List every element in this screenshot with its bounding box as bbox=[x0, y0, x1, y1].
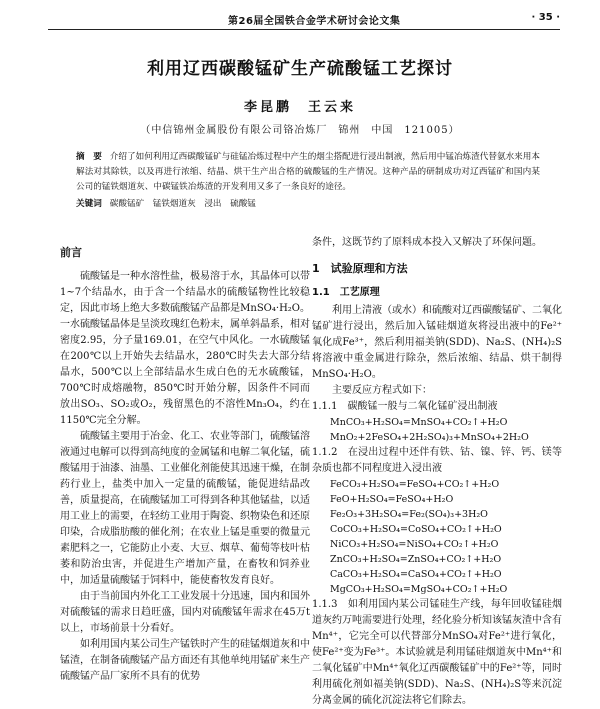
section-heading-1: 1 试验原理和方法 bbox=[312, 262, 408, 275]
keywords-label: 关键词 bbox=[76, 199, 102, 209]
abstract bbox=[76, 150, 540, 195]
paragraph: 条件，这既节约了原料成本投入又解决了环保问题。 bbox=[312, 237, 542, 248]
equation: FeO+H₂SO₄=FeSO₄+H₂O bbox=[330, 494, 454, 505]
paragraph: 利用上清液（或水）和硫酸对辽西碳酸锰矿、二氧化锰矿进行浸出，然后加入锰硅烟道灰将浸出液中的Fe²⁺氧化成Fe³⁺，然后利用福美钠(SDD)、Na₂S、(NH₄)₂S将溶液中重金属进行除杂，然后浓缩、结晶、烘干制得MnSO₄·H₂O。 bbox=[312, 305, 562, 380]
paragraph: 由于当前国内外化工工业发展十分迅速，国内和国外对硫酸锰的需求日趋旺盛，国内对硫酸锰年需求在45万t以上，市场前景十分看好。 bbox=[60, 591, 310, 634]
paragraph: 硫酸锰是一种水溶性盐，极易溶于水，其晶体可以带1~7个结晶水，由于含一个结晶水的硫酸锰物性比较稳定，因此市场上绝大多数硫酸锰产品都是MnSO₄·H₂O。一水硫酸锰晶体是呈淡玫瑰红色粉末，属单斜晶系，相对密度2.95，分子量169.01，在空气中风化。一水硫酸锰在200℃以上开始失去结晶水，280℃时失去大部分结晶水，500℃以上全部结晶水生成白色的无水硫酸锰，700℃时成熔融物，850℃时开始分解，因条件不同而放出SO₃、SO₂或O₂，残留黑色的不溶性Mn₃O₄，约在1150℃完全分解。 bbox=[60, 271, 310, 426]
paragraph: 硫酸锰主要用于冶金、化工、农业等部门，硫酸锰溶液通过电解可以得到高纯度的金属锰和电解二氧化锰，硫酸锰用于油漆、油墨、工业催化剂能使其迅速干燥，在制药行业上，盐类中加入一定量的硫酸锰，能促进结晶改善，质量提高，在硫酸锰加工可得到各种其他锰盐，以适用工业上的需要，在轻纺工业用于陶瓷、织物染色和还原印染，合成脂肪酸的催化剂；在农业上锰是重要的微量元素肥料之一，它能防止小麦、大豆、烟草、葡萄等枝叶枯萎和防治虫害，并促进生产增加产量，在畜牧和饲养业中，加适量硫酸锰于饲料中，能使畜牧发育良好。 bbox=[60, 431, 310, 586]
running-header bbox=[48, 10, 560, 28]
equation: CoCO₃+H₂SO₄=CoSO₄+CO₂↑+H₂O bbox=[330, 524, 502, 535]
equation: MnCO₃+H₂SO₄=MnSO₄+CO₂↑+H₂O bbox=[330, 417, 508, 428]
section-heading-intro: 前言 bbox=[60, 246, 82, 259]
abstract-text: 介绍了如何利用辽西碳酸锰矿与硅锰冶炼过程中产生的烟尘搭配进行浸出制液，然后用中锰冶炼渣代替氨水来用本解法对其除铁，以及再进行浓缩、结晶、烘干生产出合格的硫酸锰的生产情况。这种产品的研制成功对辽西锰矿和国内某公司的锰铁烟道灰、中碳锰铁冶炼渣的开发利用又多了一条良好的途径。 bbox=[76, 152, 540, 192]
subsection-heading-1-1: 1.1 工艺原理 bbox=[312, 287, 380, 298]
keywords-text: 碳酸锰矿 锰铁烟道灰 浸出 硫酸锰 bbox=[109, 199, 256, 209]
equation: Fe₂O₃+3H₂SO₄=Fe₂(SO₄)₃+3H₂O bbox=[330, 509, 488, 520]
paper-title: 利用辽西碳酸锰矿生产硫酸锰工艺探讨 bbox=[147, 59, 453, 79]
subsection-1-1-2: 1.1.2 在浸出过程中还伴有铁、钴、镍、锌、钙、镁等杂质也都不同程度进入浸出液 bbox=[312, 447, 562, 474]
equation: ZnCO₃+H₂SO₄=ZnSO₄+CO₂↑+H₂O bbox=[330, 554, 502, 565]
keywords bbox=[76, 197, 540, 209]
conference-name: 第26届全国铁合金学术研讨会论文集 bbox=[228, 16, 401, 27]
paragraph: 主要反应方程式如下： bbox=[332, 385, 432, 396]
affiliation: （中信锦州金属股份有限公司铬冶炼厂 锦州 中国 121005） bbox=[140, 125, 460, 136]
left-column bbox=[60, 235, 310, 685]
equation: NiCO₃+H₂SO₄=NiSO₄+CO₂↑+H₂O bbox=[330, 539, 499, 550]
equation: CaCO₃+H₂SO₄=CaSO₄+CO₂↑+H₂O bbox=[330, 569, 502, 580]
equation: MgCO₃+H₂SO₄=MgSO₄+CO₂↑+H₂O bbox=[330, 584, 508, 595]
page-number: · 35 · bbox=[531, 12, 560, 23]
equation: FeCO₃+H₂SO₄=FeSO₄+CO₂↑+H₂O bbox=[330, 479, 500, 490]
equation: MnO₂+2FeSO₄+2H₂SO₄)₃+MnSO₄+2H₂O bbox=[330, 432, 529, 443]
header-rule bbox=[48, 29, 560, 30]
paragraph: 如利用国内某公司生产锰铁时产生的硅锰烟道灰和中锰渣，在制备硫酸锰产品方面还有其他单纯用锰矿来生产硫酸锰产品厂家所不具有的优势 bbox=[60, 639, 310, 682]
subsection-1-1-3: 1.1.3 如利用国内某公司锰硅生产线，每年回收锰硅烟道灰约万吨需要进行处理，经化验分析知该锰灰渣中含有Mn⁴⁺，它完全可以代替部分MnSO₄对Fe²⁺进行氧化，使Fe²⁺变为Fe³⁺。本试验就是利用锰硅烟道灰中Mn⁴⁺和二氧化锰矿中Mn⁴⁺氧化辽西碳酸锰矿中的Fe²⁺等，同时利用硫化剂如福美钠(SDD)、Na₂S、(NH₄)₂S等来沉淀分离金属的硫化沉淀法将它们除去。 bbox=[312, 599, 562, 706]
right-column bbox=[312, 235, 562, 709]
abstract-label: 摘 要 bbox=[76, 152, 102, 162]
subsection-1-1-1: 1.1.1 碳酸锰一般与二氧化锰矿浸出制液 bbox=[312, 401, 498, 412]
authors: 李昆鹏 王云来 bbox=[243, 100, 356, 115]
